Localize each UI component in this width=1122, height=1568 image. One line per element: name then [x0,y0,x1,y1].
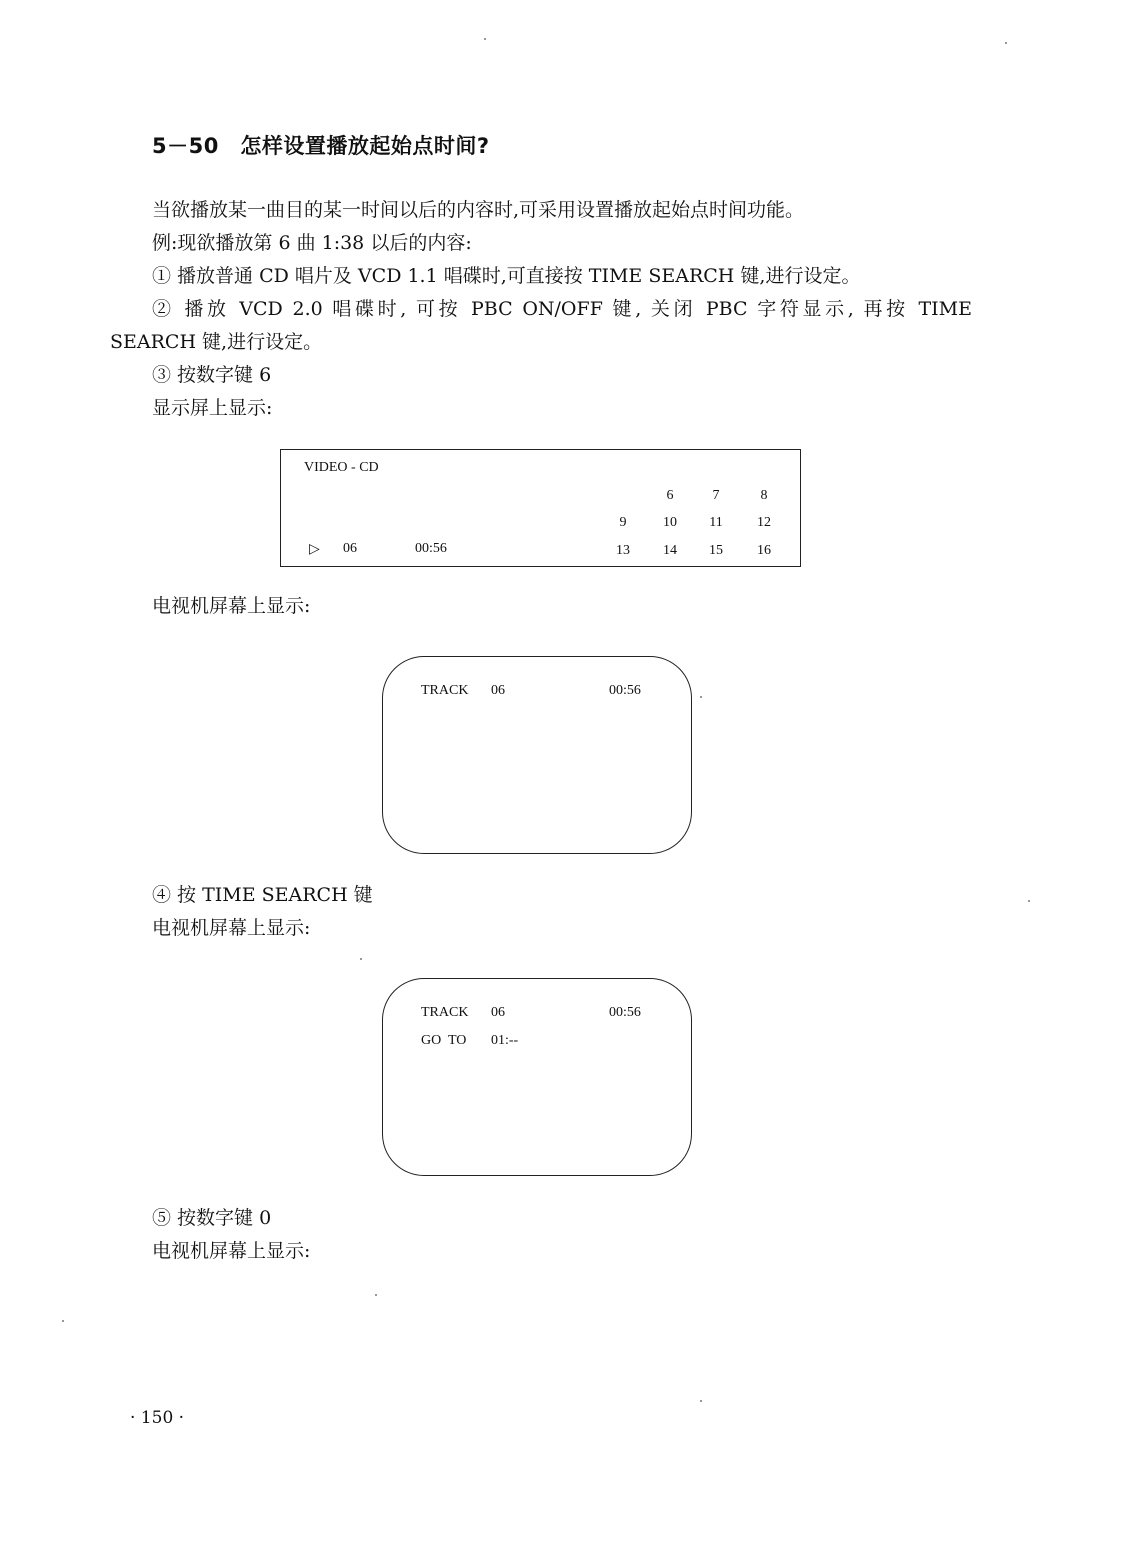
track-number-16: 16 [757,543,771,558]
track-number-11: 11 [709,515,723,530]
tv-screen-label-3: 电视机屏幕上显示: [152,1240,311,1262]
scan-speck [1028,900,1030,902]
tv1-time: 00:56 [609,683,641,698]
step-4: ④ 按 TIME SEARCH 键 [152,884,373,906]
panel-track: 06 [343,541,357,556]
paragraph-example: 例:现欲播放第 6 曲 1:38 以后的内容: [152,232,472,254]
step-3: ③ 按数字键 6 [152,364,272,386]
panel-time: 00:56 [415,541,447,556]
step-2-line-1: ② 播放 VCD 2.0 唱碟时, 可按 PBC ON/OFF 键, 关闭 PBC 字符显示, 再按 TIME [152,298,972,320]
section-title: 5－50 怎样设置播放起始点时间? [152,134,490,158]
display-label: 显示屏上显示: [152,397,273,419]
tv2-track-label: TRACK [421,1005,469,1020]
scan-speck [1005,42,1007,44]
scan-speck [375,1294,377,1296]
track-number-13: 13 [616,543,630,558]
track-number-8: 8 [760,488,768,503]
play-icon: ▷ [309,542,320,557]
tv1-track-label: TRACK [421,683,469,698]
tv-screen-1 [382,656,692,854]
tv-screen-label-1: 电视机屏幕上显示: [152,595,311,617]
track-number-10: 10 [663,515,677,530]
track-number-9: 9 [619,515,627,530]
scan-speck [700,696,702,698]
step-1: ① 播放普通 CD 唱片及 VCD 1.1 唱碟时,可直接按 TIME SEARCH 键,进行设定。 [152,265,861,287]
step-2-line-2: SEARCH 键,进行设定。 [110,331,323,353]
tv2-time: 00:56 [609,1005,641,1020]
front-panel-display [280,449,801,567]
track-number-12: 12 [757,515,771,530]
track-number-6: 6 [666,488,674,503]
scan-speck [484,38,486,40]
tv2-goto-value: 01:-- [491,1033,519,1048]
track-number-15: 15 [709,543,723,558]
tv2-track-value: 06 [491,1005,505,1020]
tv2-goto-label: GO TO [421,1033,467,1048]
panel-mode-label: VIDEO - CD [304,460,379,475]
tv-screen-2 [382,978,692,1176]
scan-speck [62,1320,64,1322]
step-5: ⑤ 按数字键 0 [152,1207,272,1229]
scan-speck [700,1400,702,1402]
scan-speck [360,958,362,960]
page-number: · 150 · [130,1408,185,1428]
paragraph-intro: 当欲播放某一曲目的某一时间以后的内容时,可采用设置播放起始点时间功能。 [152,199,805,221]
track-number-7: 7 [712,488,720,503]
track-number-14: 14 [663,543,677,558]
tv1-track-value: 06 [491,683,505,698]
tv-screen-label-2: 电视机屏幕上显示: [152,917,311,939]
